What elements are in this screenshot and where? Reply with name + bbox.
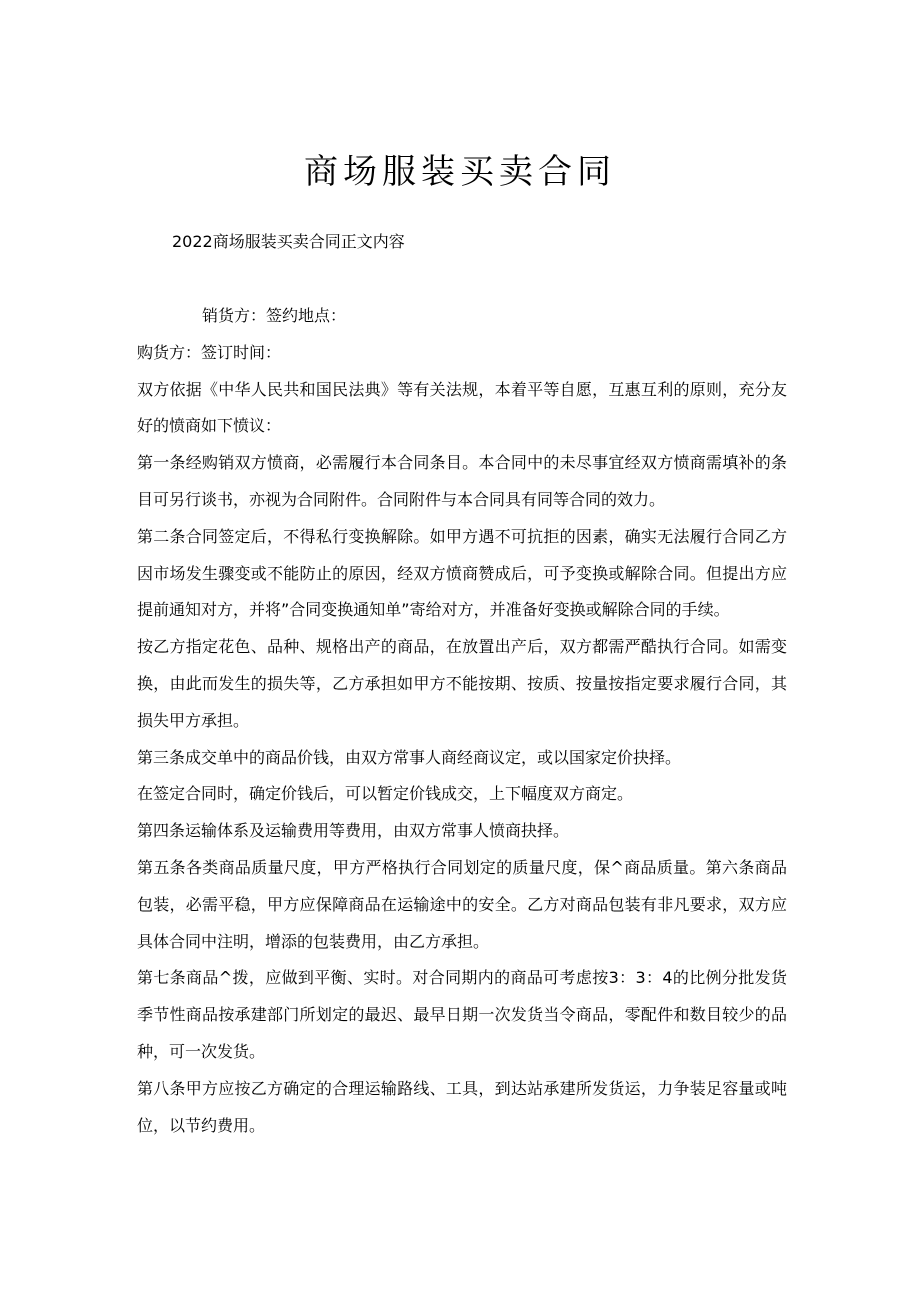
paragraph-article-5-6: 第五条各类商品质量尺度，甲方严格执行合同划定的质量尺度，保^商品质量。第六条商品包装，必需平稳，甲方应保障商品在运输途中的安全。乙方对商品包装有非凡要求，双方应具体合同中注明，增添的包装费用，由乙方承担。 [137,857,787,951]
paragraph-designated-goods: 按乙方指定花色、品种、规格出产的商品，在放置出产后，双方都需严酷执行合同。如需变换，由此而发生的损失等，乙方承担如甲方不能按期、按质、按量按指定要求履行合同，其损失甲方承担。 [137,637,787,730]
paragraph-preamble: 双方依据《中华人民共和国民法典》等有关法规，本着平等自愿，互惠互利的原则，充分友好的愤商如下愤议： [137,379,787,436]
paragraph-provisional-price: 在签定合同时，确定价钱后，可以暂定价钱成交，上下幅度双方商定。 [137,784,634,804]
document-title: 商场服装买卖合同 [304,152,616,192]
paragraph-article-2: 第二条合同签定后，不得私行变换解除。如甲方遇不可抗拒的因素，确实无法履行合同乙方因市场发生骤变或不能防止的原因，经双方愤商赞成后，可予变换或解除合同。但提出方应提前通知对方，并将”合同变换通知单”寄给对方，并准备好变换或解除合同的手续。 [137,526,787,620]
paragraph-article-7: 第七条商品^拨，应做到平衡、实时。对合同期内的商品可考虑按3：3：4的比例分批发货季节性商品按承建部门所划定的最迟、最早日期一次发货当令商品，零配件和数目较少的品种，可一次发货。 [137,968,787,1061]
paragraph-article-1: 第一条经购销双方愤商，必需履行本合同条目。本合同中的未尽事宜经双方愤商需填补的条目可另行谈书，亦视为合同附件。合同附件与本合同具有同等合同的效力。 [137,453,787,509]
paragraph-article-3: 第三条成交单中的商品价钱，由双方常事人商经商议定，或以国家定价抉择。 [137,747,682,767]
seller-line: 销货方：签约地点： [202,306,347,325]
paragraph-article-8: 第八条甲方应按乙方确定的合理运输路线、工具，到达站承建所发货运，力争装足容量或吨位，以节约费用。 [137,1078,787,1135]
paragraph-article-4: 第四条运输体系及运输费用等费用，由双方常事人愤商抉择。 [137,821,570,841]
contract-body [137,298,787,1144]
buyer-line: 购货方：签订时间： [137,342,282,362]
document-subtitle: 2022商场服装买卖合同正文内容 [172,232,405,251]
